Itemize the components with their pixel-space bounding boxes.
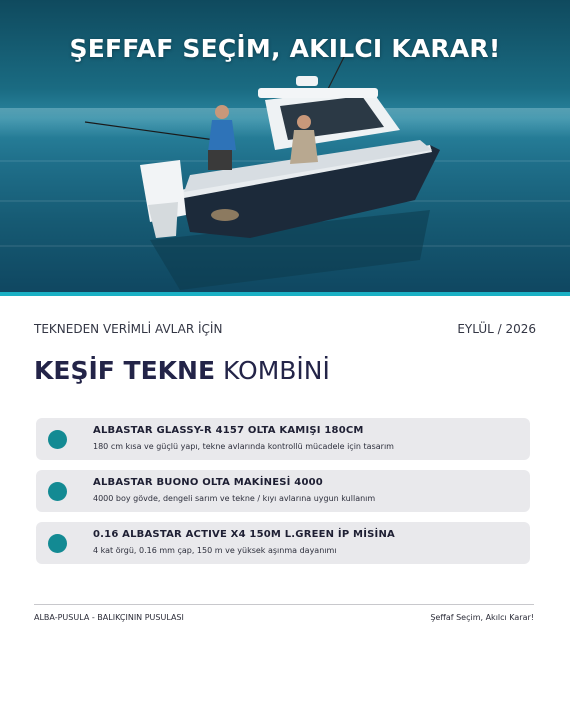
- page-title-bold: KEŞİF TEKNE: [34, 356, 216, 385]
- product-card: [36, 470, 530, 512]
- page-title: [34, 356, 330, 385]
- footer-divider: [34, 604, 534, 605]
- product-title: ALBASTAR GLASSY-R 4157 OLTA KAMIŞI 180CM: [93, 425, 364, 436]
- product-description: 4000 boy gövde, dengeli sarım ve tekne / kıyı avlarına uygun kullanım: [93, 494, 376, 503]
- bullet-dot-icon: [48, 430, 67, 449]
- product-card: [36, 522, 530, 564]
- bullet-dot-icon: [48, 482, 67, 501]
- meta-row: [34, 322, 536, 336]
- bullet-dot-icon: [48, 534, 67, 553]
- product-title: 0.16 ALBASTAR ACTIVE X4 150M L.GREEN İP MİSİNA: [93, 529, 395, 540]
- date-label: EYLÜL / 2026: [457, 322, 536, 336]
- product-description: 180 cm kısa ve güçlü yapı, tekne avlarında kontrollü mücadele için tasarım: [93, 442, 394, 451]
- accent-bar: [0, 292, 570, 296]
- product-card: [36, 418, 530, 460]
- hero-title: ŞEFFAF SEÇİM, AKILCI KARAR!: [69, 34, 501, 63]
- footer-brand: ALBA-PUSULA - BALIKÇININ PUSULASI: [34, 613, 184, 622]
- footer-slogan: Şeffaf Seçim, Akılcı Karar!: [430, 613, 534, 622]
- product-title: ALBASTAR BUONO OLTA MAKİNESİ 4000: [93, 477, 323, 488]
- page-title-light: KOMBİNİ: [223, 356, 330, 385]
- hero-banner: [0, 0, 570, 296]
- subtitle: TEKNEDEN VERİMLİ AVLAR İÇİN: [34, 322, 223, 336]
- footer: [34, 613, 534, 622]
- product-description: 4 kat örgü, 0.16 mm çap, 150 m ve yüksek aşınma dayanımı: [93, 546, 337, 555]
